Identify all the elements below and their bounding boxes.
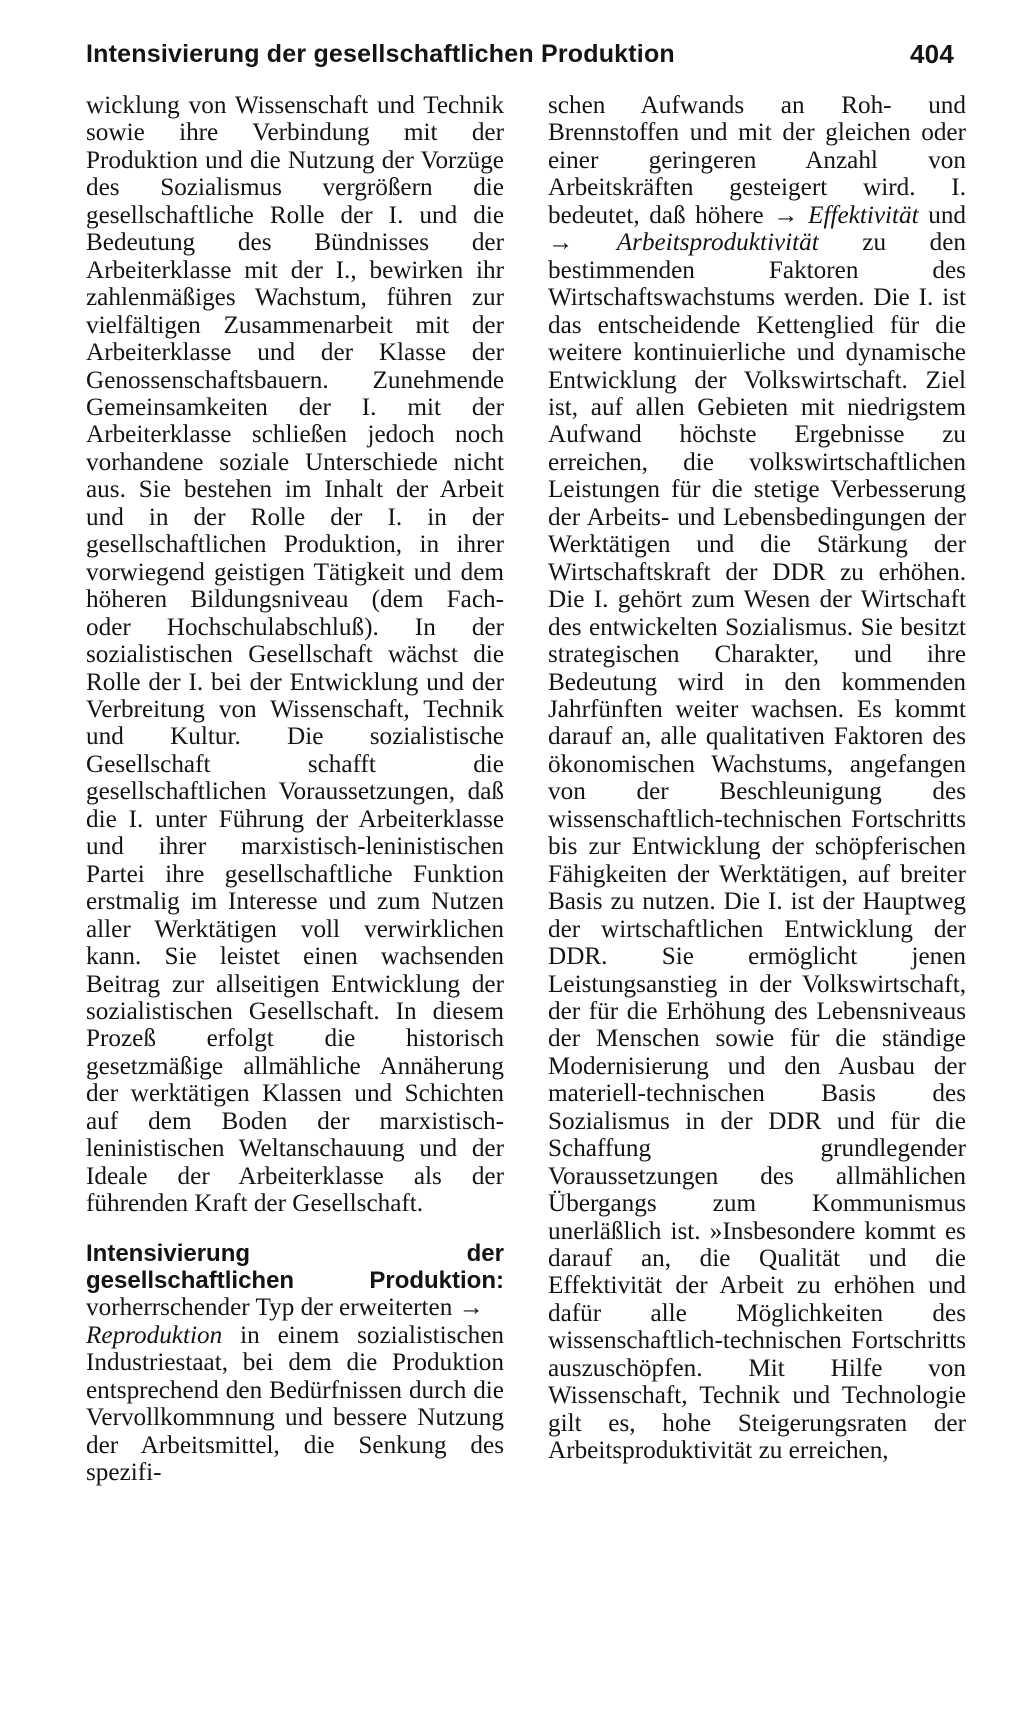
right-text-part-2: und →: [548, 201, 967, 257]
right-column-paragraph: [548, 92, 966, 1465]
cross-reference-reproduktion[interactable]: Reproduktion: [86, 1321, 223, 1349]
entry-text: vorherrschender Typ der erweiterten →: [86, 1294, 484, 1322]
running-head: [86, 34, 954, 74]
cross-reference-arbeitsproduktivitaet[interactable]: Arbeitsproduktivität: [616, 229, 819, 257]
left-column: [86, 92, 504, 1487]
continued-paragraph: wicklung von Wissenschaft und Technik sowie ihre Verbindung mit der Produktion und die Nutzung der Vorzüge des Sozialismus vergrößern die gesellschaftliche Rolle der I. und die Bedeutung des Bündnisses der Arbeiterklasse mit der I., bewirken ihr zahlenmäßiges Wachstum, führen zur vielfältigen Zusammenarbeit mit der Arbeiterklasse und der Klasse der Genossenschaftsbauern. Zunehmende Gemeinsamkeiten der I. mit der Arbeiterklasse schließen jedoch noch vorhandene soziale Unterschiede nicht aus. Sie bestehen im Inhalt der Arbeit und in der Rolle der I. in der gesellschaftlichen Produktion, in ihrer vorwiegend geistigen Tätigkeit und dem höheren Bildungsniveau (dem Fach- oder Hochschulabschluß). In der sozialistischen Gesellschaft wächst die Rolle der I. bei der Entwicklung und der Verbreitung von Wissenschaft, Technik und Kultur. Die sozialistische Gesellschaft schafft die gesellschaftlichen Voraussetzungen, daß die I. unter Führung der Arbeiterklasse und ihrer marxistisch-leninistischen Partei ihre gesellschaftliche Funktion erstmalig im Interesse und zum Nutzen aller Werktätigen voll verwirklichen kann. Sie leistet einen wachsenden Beitrag zur allseitigen Entwicklung der sozialistischen Gesellschaft. In diesem Prozeß erfolgt die historisch gesetzmäßige allmähliche Annäherung der werktätigen Klassen und Schichten auf dem Boden der marxistisch-leninistischen Weltanschauung und der Ideale der Arbeiterklasse als der führenden Kraft der Gesellschaft.: [86, 92, 504, 1218]
right-text-part-3: zu den bestimmenden Faktoren des Wirtschaftswachstums werden. Die I. ist das entscheidende Kettenglied für die weitere kontinuierliche und dynamische Entwicklung der Volkswirtschaft. Ziel ist, auf allen Gebieten mit niedrigstem Aufwand höchste Ergebnisse zu erreichen, die volkswirtschaftlichen Leistungen für die stetige Verbesserung der Arbeits- und Lebensbedingungen der Werktätigen und die Stärkung der Wirtschaftskraft der DDR zu erhöhen. Die I. gehört zum Wesen der Wirtschaft des entwickelten Sozialismus. Sie besitzt strategischen Charakter, und ihre Bedeutung wird in den kommenden Jahrfünften weiter wachsen. Es kommt darauf an, alle qualitativen Faktoren des ökonomischen Wachstums, angefangen von der Beschleunigung des wissenschaftlich-technischen Fortschritts bis zur Entwicklung der schöpferischen Fähigkeiten der Werktätigen, auf breiter Basis zu nutzen. Die I. ist der Hauptweg der wirtschaftlichen Entwicklung der DDR. Sie ermöglicht jenen Leistungsanstieg in der Volkswirtschaft, der für die Erhöhung des Lebensniveaus der Menschen sowie für die ständige Modernisierung und den Ausbau der materiell-technischen Basis des Sozialismus in der DDR und für die Schaffung grundlegender Voraussetzungen des allmählichen Übergangs zum Kommunismus unerläßlich ist. »Insbesondere kommt es darauf an, die Qualität und die Effektivität der Arbeit zu erhöhen und dafür alle Möglichkeiten des wissenschaftlich-technischen Fortschritts auszuschöpfen. Mit Hilfe von Wissenschaft, Technik und Technologie gilt es, hohe Steigerungsraten der Arbeitsproduktivität zu erreichen,: [548, 229, 967, 1465]
page-number: 404: [910, 39, 954, 69]
dictionary-entry: [86, 1240, 504, 1487]
right-text-part-1: schen Aufwands an Roh- und Brennstoffen und mit der gleichen oder einer geringeren Anzahl von Arbeitskräften gesteigert wird. I. bedeutet, daß höhere →: [548, 92, 966, 229]
cross-reference-effektivitaet[interactable]: Effektivität: [808, 201, 919, 229]
right-column: [548, 92, 966, 1465]
entry-headword: Intensivierung der gesellschaftlichen Produktion:: [86, 1239, 504, 1295]
running-head-title: Intensivierung der gesellschaftlichen Produktion: [86, 40, 675, 68]
entry-text-continued: in einem sozialistischen Industriestaat, bei dem die Produktion entsprechend den Bedürfnissen durch die Vervollkommnung und bessere Nutzung der Arbeitsmittel, die Senkung des spezifi-: [86, 1321, 504, 1487]
